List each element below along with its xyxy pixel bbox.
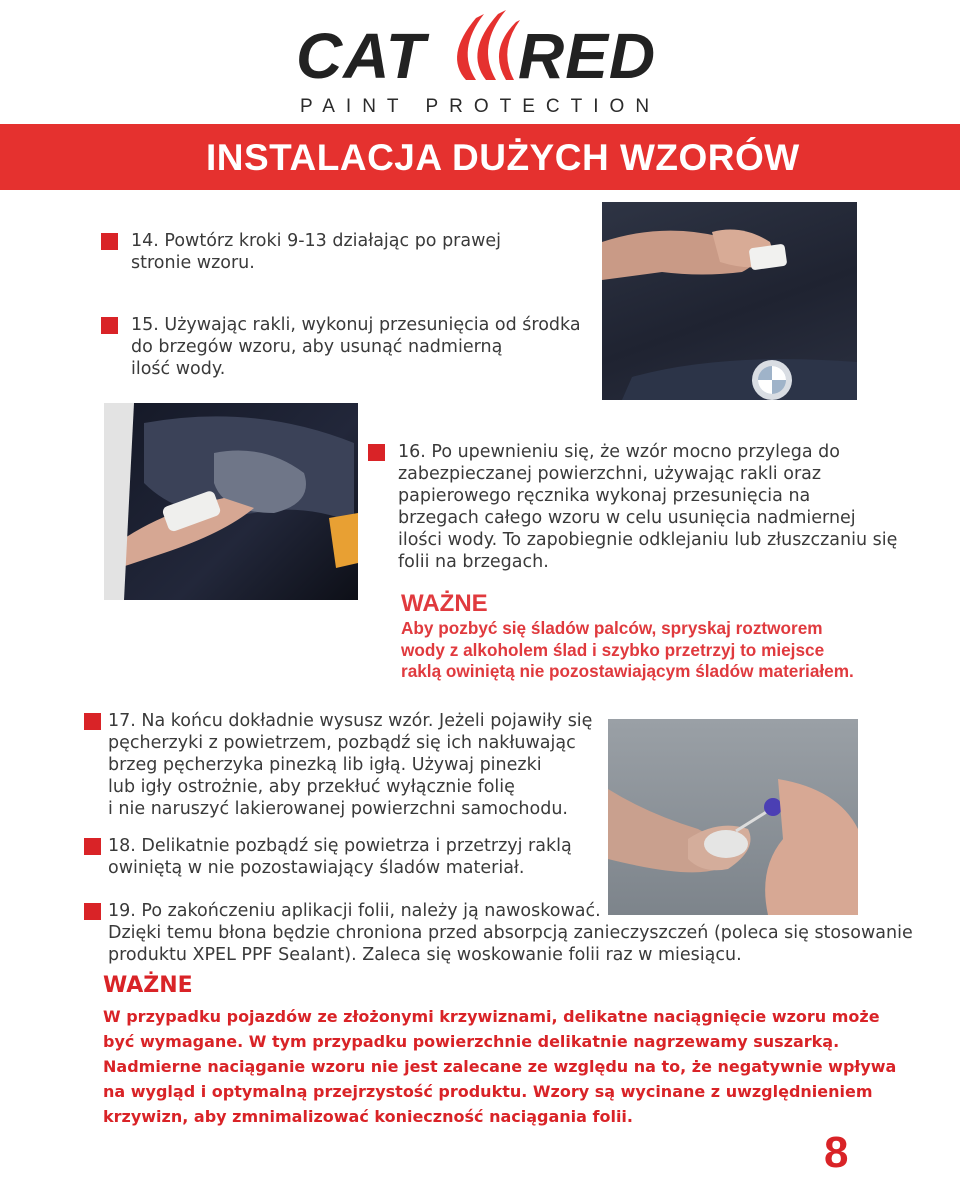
step-18-line: 18. Delikatnie pozbądź się powietrza i przetrzyj raklą [108, 836, 572, 856]
step-16-line: folii na brzegach. [398, 552, 549, 572]
page-title: INSTALACJA DUŻYCH WZORÓW [206, 137, 800, 178]
bullet-step-18 [84, 838, 101, 855]
page-number: 8 [824, 1128, 849, 1177]
photo-squeegee-hood-drawing [602, 202, 857, 400]
step-19-text [108, 900, 913, 966]
step-14-line: stronie wzoru. [131, 253, 255, 273]
important-text-b [103, 1004, 896, 1129]
important-text-a [401, 618, 854, 683]
step-17-line: lub igły ostrożnie, aby przekłuć wyłącznie folię [108, 777, 515, 797]
logo-word-cat: CAT [296, 20, 426, 92]
step-19-line: Dzięki temu błona będzie chroniona przed absorpcją zanieczyszczeń (poleca się stosowanie [108, 923, 913, 943]
bullet-step-16 [368, 444, 385, 461]
step-19-line: produktu XPEL PPF Sealant). Zaleca się woskowanie folii raz w miesiącu. [108, 945, 742, 965]
step-15-line: 15. Używając rakli, wykonuj przesunięcia od środka [131, 315, 581, 335]
logo-claw-marks-icon [436, 6, 520, 86]
important-b-line: Nadmierne naciąganie wzoru nie jest zalecane ze względu na to, że negatywnie wpływa [103, 1057, 897, 1076]
important-heading-a: WAŻNE [401, 590, 488, 617]
step-17-line: brzeg pęcherzyka pinezką lib igłą. Używaj pinezki [108, 755, 542, 775]
important-a-line: wody z alkoholem ślad i szybko przetrzyj to miejsce [401, 639, 825, 660]
step-16-line: brzegach całego wzoru w celu usunięcia nadmiernej [398, 508, 856, 528]
photo-pin-bubble-drawing [608, 719, 858, 915]
step-16-line: ilości wody. To zapobiegnie odklejaniu lub złuszczaniu się [398, 530, 898, 550]
step-15-line: ilość wody. [131, 359, 226, 379]
photo-pin-bubble [608, 719, 858, 915]
logo-tagline: PAINT PROTECTION [300, 96, 661, 117]
step-15-text [131, 314, 581, 380]
step-17-text [108, 710, 592, 820]
important-a-line: Aby pozbyć się śladów palców, spryskaj roztworem [401, 618, 823, 638]
step-14-line: 14. Powtórz kroki 9-13 działając po prawej [131, 231, 502, 251]
step-16-text [398, 441, 897, 573]
step-18-line: owiniętą w nie pozostawiający śladów materiał. [108, 858, 525, 878]
important-heading-b: WAŻNE [103, 973, 193, 998]
step-17-line: i nie naruszyć lakierowanej powierzchni samochodu. [108, 799, 568, 819]
step-15-line: do brzegów wzoru, aby usunąć nadmierną [131, 337, 503, 357]
logo-word-red: RED [518, 20, 657, 92]
bullet-step-14 [101, 233, 118, 250]
important-b-line: W przypadku pojazdów ze złożonymi krzywiznami, delikatne naciągnięcie wzoru może [103, 1007, 880, 1026]
step-16-line: 16. Po upewnieniu się, że wzór mocno przylega do [398, 442, 840, 462]
step-19-line: 19. Po zakończeniu aplikacji folii, należy ją nawoskować. [108, 901, 601, 921]
important-a-line: raklą owiniętą nie pozostawiającym śladów materiałem. [401, 661, 854, 681]
step-18-text [108, 835, 572, 879]
step-16-line: zabezpieczanej powierzchni, używając rakli oraz [398, 464, 822, 484]
photo-squeegee-hood [602, 202, 857, 400]
step-16-line: papierowego ręcznika wykonaj przesunięcia na [398, 486, 811, 506]
photo-headlight-edges [104, 403, 358, 600]
step-17-line: 17. Na końcu dokładnie wysusz wzór. Jeżeli pojawiły się [108, 711, 593, 731]
photo-headlight-edges-drawing [104, 403, 358, 600]
important-b-line: krzywizn, aby zmnimalizować konieczność naciągania folii. [103, 1107, 633, 1126]
bullet-step-15 [101, 317, 118, 334]
bullet-step-17 [84, 713, 101, 730]
important-b-line: na wygląd i optymalną przejrzystość produktu. Wzory są wycinane z uwzględnieniem [103, 1082, 873, 1101]
important-b-line: być wymagane. W tym przypadku powierzchnie delikatnie nagrzewamy suszarką. [103, 1032, 840, 1051]
step-17-line: pęcherzyki z powietrzem, pozbądź się ich nakłuwając [108, 733, 576, 753]
step-14-text [131, 230, 501, 274]
bullet-step-19 [84, 903, 101, 920]
